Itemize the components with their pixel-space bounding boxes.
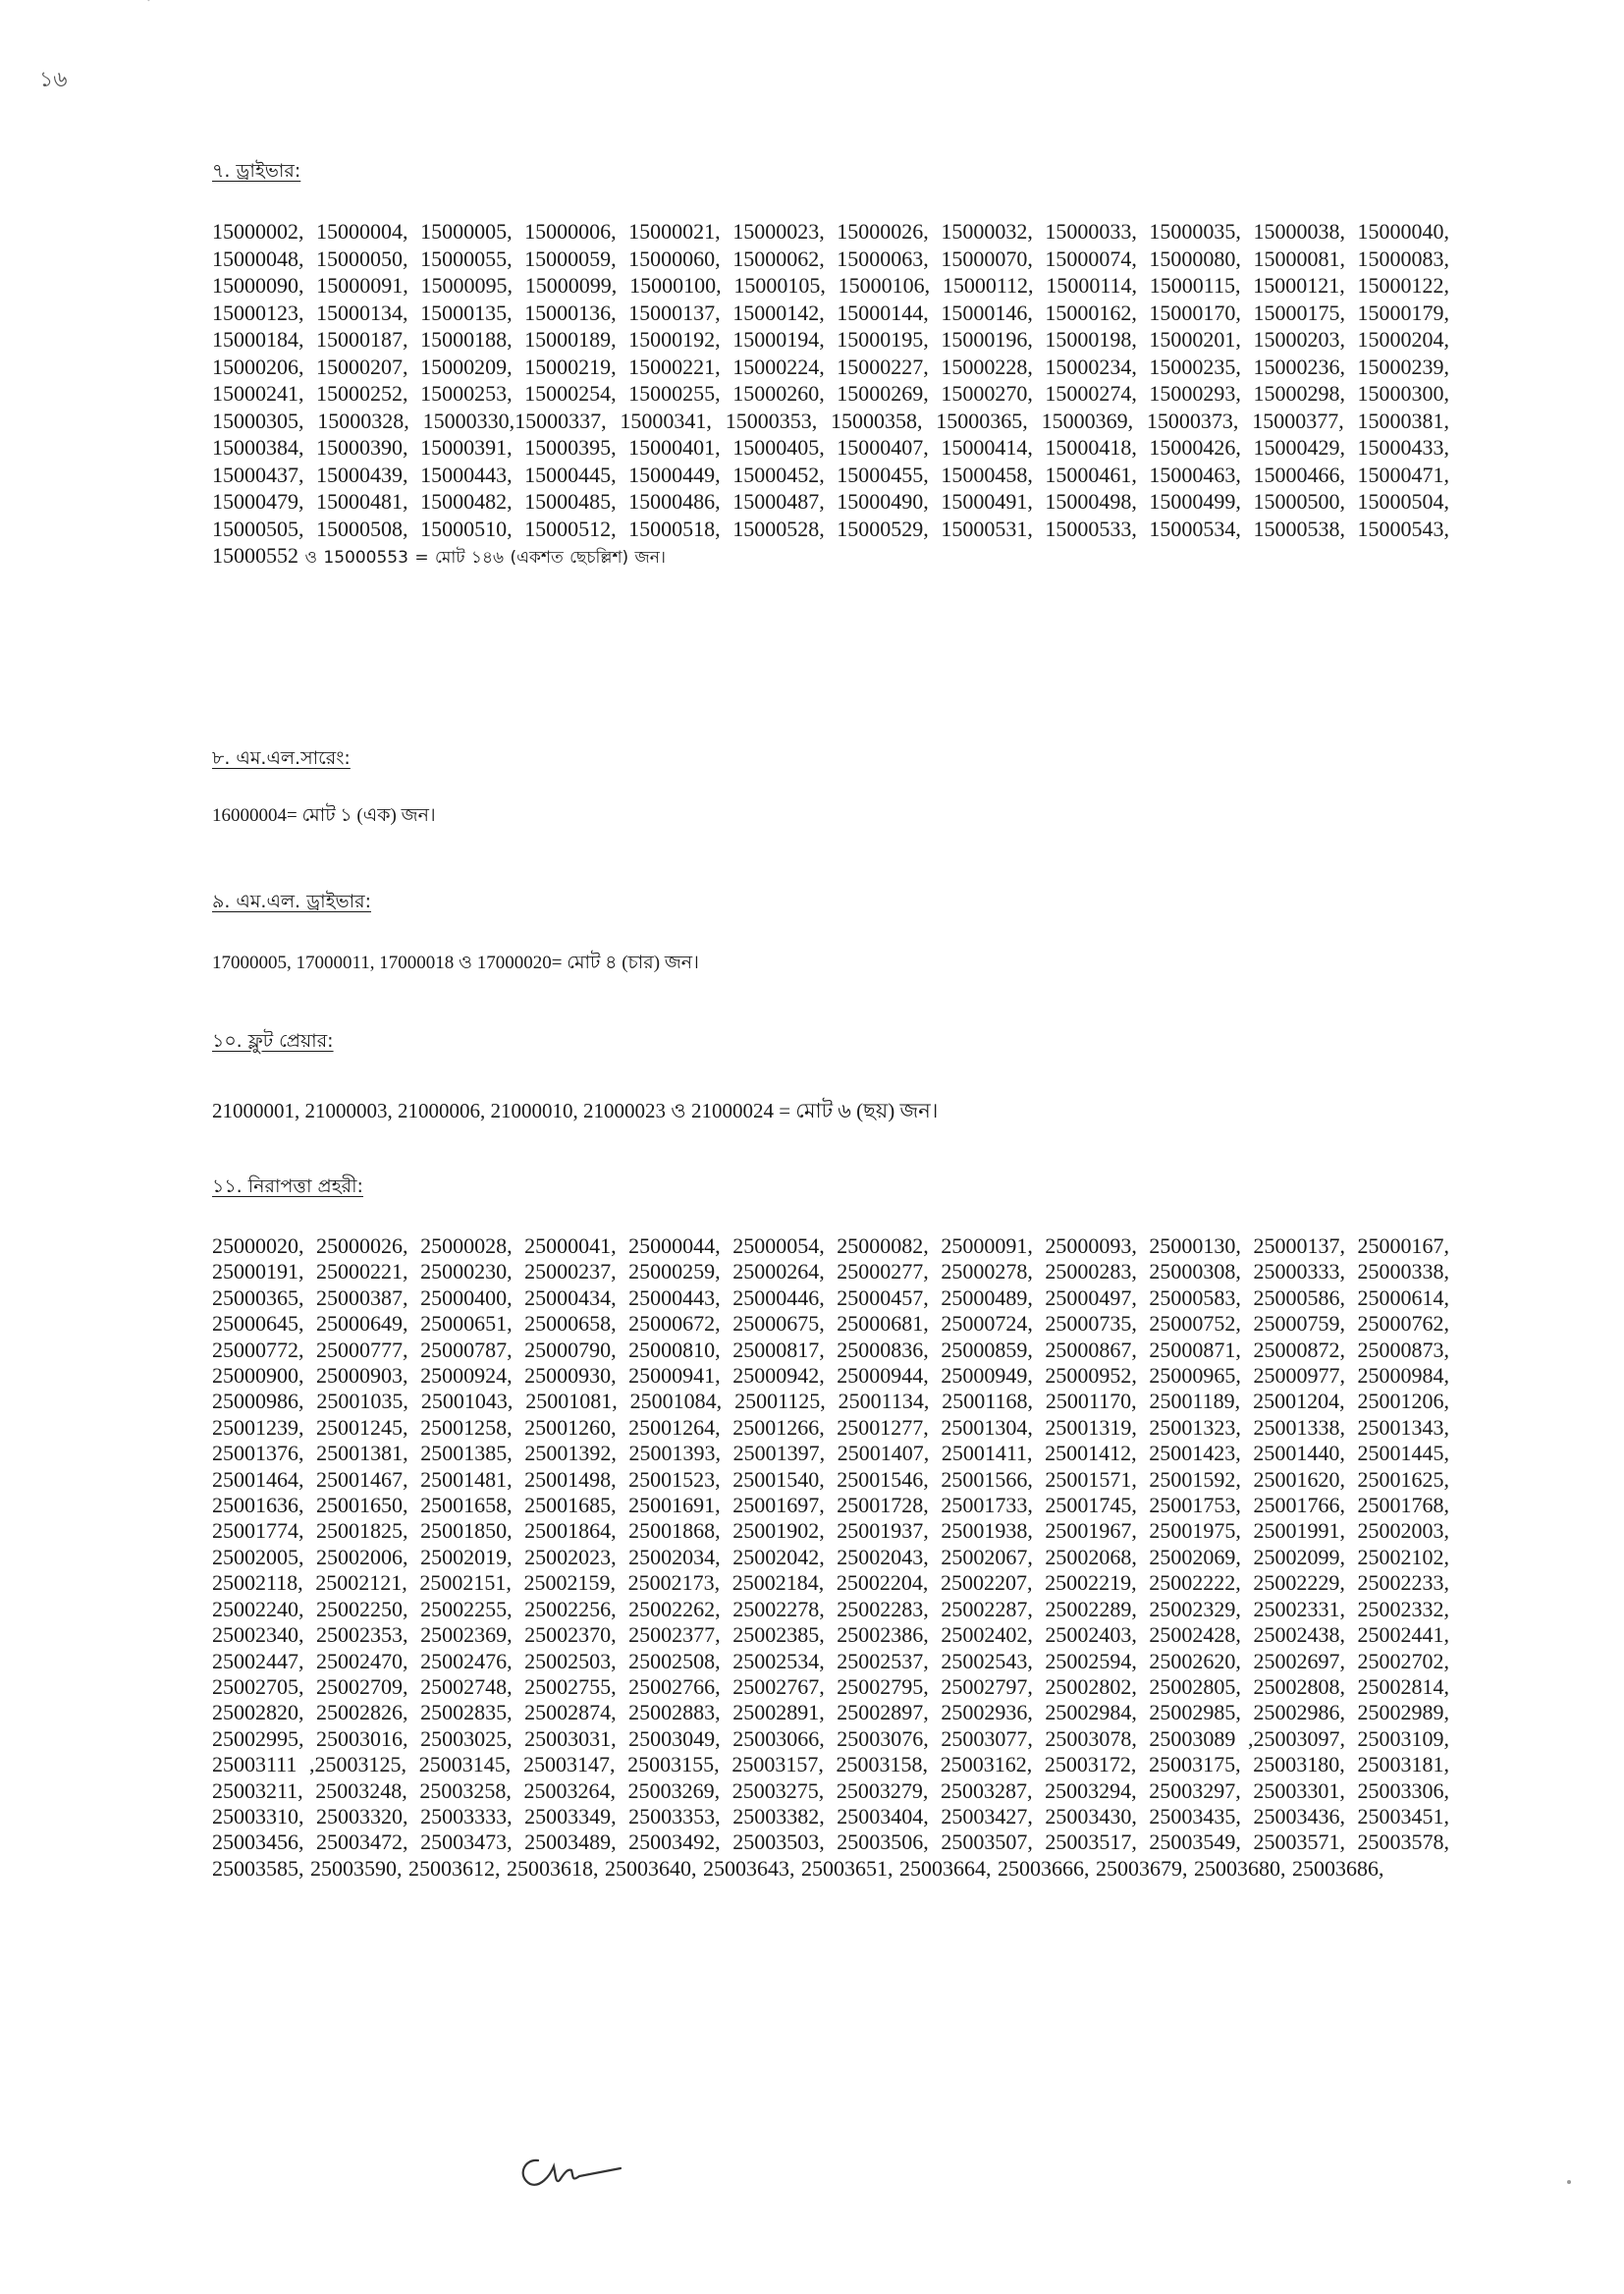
signature [511,2147,628,2196]
section-ml-driver [212,888,1449,919]
total-summary: ও 15000553 = মোট ১৪৬ (একশত ছেচল্লিশ) জন। [304,548,666,568]
section-heading: ৯. এম.এল. ড্রাইভার: [212,891,371,912]
section-ml-sareng-list [212,803,1449,829]
section-heading: ৭. ড্রাইভার: [212,160,301,182]
section-driver-list [212,218,1449,573]
section-security-guard-list [212,1233,1449,1882]
section-heading: ১০. ফ্লুট প্রেয়ার: [212,1030,334,1052]
roll-number-list [212,218,1449,573]
roll-number-list: 25000020, 25000026, 25000028, 25000041, 25000044, 25000054, 25000082, 25000091, 25000093, 25000130, 25000137, 25000167, 25000191, 25000221, 25000230, 25000237, 25000259, 25000264, 25000277, 25000278, 25000283, 25000308, 25000333, 25000338, 25000365, 25000387, 25000400, 25000434, 25000443, 25000446, 25000457, 25000489, 25000497, 25000583, 25000586, 25000614, 25000645, 25000649, 25000651, 25000658, 25000672, 25000675, 25000681, 25000724, 25000735, 25000752, 25000759, 25000762, 25000772, 25000777, 25000787, 25000790, 25000810, 25000817, 25000836, 25000859, 25000867, 25000871, 25000872, 25000873, 25000900, 25000903, 25000924, 25000930, 25000941, 25000942, 25000944, 25000949, 25000952, 25000965, 25000977, 25000984, 25000986, 25001035, 25001043, 25001081, 25001084, 25001125, 25001134, 25001168, 25001170, 25001189, 25001204, 25001206, 25001239, 25001245, 25001258, 25001260, 25001264, 25001266, 25001277, 25001304, 25001319, 25001323, 25001338, 25001343, 25001376, 25001381, 25001385, 25001392, 25001393, 25001397, 25001407, 25001411, 25001412, 25001423, 25001440, 25001445, 25001464, 25001467, 25001481, 25001498, 25001523, 25001540, 25001546, 25001566, 25001571, 25001592, 25001620, 25001625, 25001636, 25001650, 25001658, 25001685, 25001691, 25001697, 25001728, 25001733, 25001745, 25001753, 25001766, 25001768, 25001774, 25001825, 25001850, 25001864, 25001868, 25001902, 25001937, 25001938, 25001967, 25001975, 25001991, 25002003, 25002005, 25002006, 25002019, 25002023, 25002034, 25002042, 25002043, 25002067, 25002068, 25002069, 25002099, 25002102, 25002118, 25002121, 25002151, 25002159, 25002173, 25002184, 25002204, 25002207, 25002219, 25002222, 25002229, 25002233, 25002240, 25002250, 25002255, 25002256, 25002262, 25002278, 25002283, 25002287, 25002289, 25002329, 25002331, 25002332, 25002340, 25002353, 25002369, 25002370, 25002377, 25002385, 25002386, 25002402, 25002403, 25002428, 25002438, 25002441, 25002447, 25002470, 25002476, 25002503, 25002508, 25002534, 25002537, 25002543, 25002594, 25002620, 25002697, 25002702, 25002705, 25002709, 25002748, 25002755, 25002766, 25002767, 25002795, 25002797, 25002802, 25002805, 25002808, 25002814, 25002820, 25002826, 25002835, 25002874, 25002883, 25002891, 25002897, 25002936, 25002984, 25002985, 25002986, 25002989, 25002995, 25003016, 25003025, 25003031, 25003049, 25003066, 25003076, 25003077, 25003078, 25003089 ,25003097, 25003109, 25003111 ,25003125, 25003145, 25003147, 25003155, 25003157, 25003158, 25003162, 25003172, 25003175, 25003180, 25003181, 25003211, 25003248, 25003258, 25003264, 25003269, 25003275, 25003279, 25003287, 25003294, 25003297, 25003301, 25003306, 25003310, 25003320, 25003333, 25003349, 25003353, 25003382, 25003404, 25003427, 25003430, 25003435, 25003436, 25003451, 25003456, 25003472, 25003473, 25003489, 25003492, 25003503, 25003506, 25003507, 25003517, 25003549, 25003571, 25003578, 25003585, 25003590, 25003612, 25003618, 25003640, 25003643, 25003651, 25003664, 25003666, 25003679, 25003680, 25003686, [212,1233,1449,1881]
scan-speck [1567,2180,1571,2184]
corner-page-mark: ১৬ [39,67,68,91]
section-flute-player [212,1027,1449,1059]
roll-number-line: 21000001, 21000003, 21000006, 21000010, 21000023 ও 21000024 = মোট ৬ (ছয়) জন। [212,1099,939,1122]
roll-number-line: 16000004= মোট ১ (এক) জন। [212,805,436,826]
section-security-guard [212,1173,1449,1204]
section-driver [212,157,1449,189]
page-fold-mark [147,0,228,1]
roll-numbers: 15000002, 15000004, 15000005, 15000006, 15000021, 15000023, 15000026, 15000032, 15000033, 15000035, 15000038, 15000040, 15000048, 15000050, 15000055, 15000059, 15000060, 15000062, 15000063, 15000070, 15000074, 15000080, 15000081, 15000083, 15000090, 15000091, 15000095, 15000099, 15000100, 15000105, 15000106, 15000112, 15000114, 15000115, 15000121, 15000122, 15000123, 15000134, 15000135, 15000136, 15000137, 15000142, 15000144, 15000146, 15000162, 15000170, 15000175, 15000179, 15000184, 15000187, 15000188, 15000189, 15000192, 15000194, 15000195, 15000196, 15000198, 15000201, 15000203, 15000204, 15000206, 15000207, 15000209, 15000219, 15000221, 15000224, 15000227, 15000228, 15000234, 15000235, 15000236, 15000239, 15000241, 15000252, 15000253, 15000254, 15000255, 15000260, 15000269, 15000270, 15000274, 15000293, 15000298, 15000300, 15000305, 15000328, 15000330,15000337, 15000341, 15000353, 15000358, 15000365, 15000369, 15000373, 15000377, 15000381, 15000384, 15000390, 15000391, 15000395, 15000401, 15000405, 15000407, 15000414, 15000418, 15000426, 15000429, 15000433, 15000437, 15000439, 15000443, 15000445, 15000449, 15000452, 15000455, 15000458, 15000461, 15000463, 15000466, 15000471, 15000479, 15000481, 15000482, 15000485, 15000486, 15000487, 15000490, 15000491, 15000498, 15000499, 15000500, 15000504, 15000505, 15000508, 15000510, 15000512, 15000518, 15000528, 15000529, 15000531, 15000533, 15000534, 15000538, 15000543, 15000552 [212,219,1449,568]
section-heading: ১১. নিরাপত্তা প্রহরী: [212,1175,363,1197]
roll-number-line: 17000005, 17000011, 17000018 ও 17000020= মোট ৪ (চার) জন। [212,953,699,973]
section-flute-player-list [212,1098,1449,1123]
section-ml-driver-list [212,951,1449,976]
section-ml-sareng [212,744,1449,776]
section-heading: ৮. এম.এল.সারেং: [212,747,351,769]
